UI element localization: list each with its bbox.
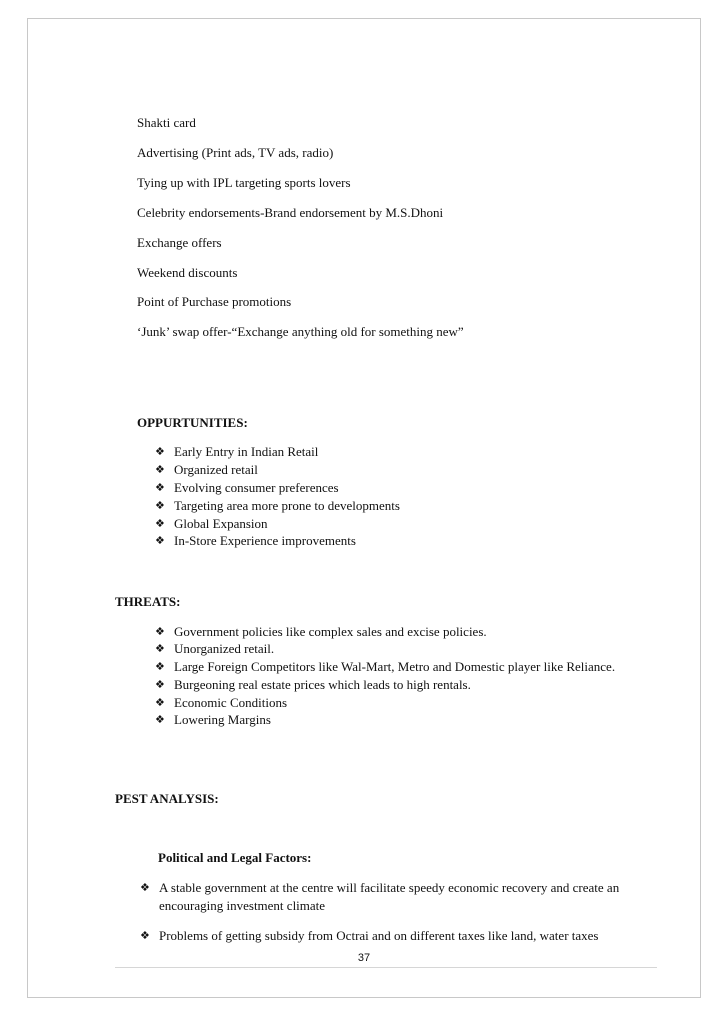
diamond-bullet-icon: ❖ bbox=[155, 499, 165, 512]
strategy-line: Celebrity endorsements-Brand endorsement by M.S.Dhoni bbox=[137, 205, 444, 220]
pest-text: Problems of getting subsidy from Octrai and on different taxes like land, water taxes bbox=[159, 928, 599, 943]
strategy-line: Weekend discounts bbox=[137, 265, 238, 280]
opportunity-text: Evolving consumer preferences bbox=[174, 480, 339, 495]
threat-text: Unorganized retail. bbox=[174, 641, 275, 656]
diamond-bullet-icon: ❖ bbox=[140, 929, 150, 942]
diamond-bullet-icon: ❖ bbox=[155, 625, 165, 638]
threat-text: Government policies like complex sales and excise policies. bbox=[174, 624, 487, 639]
threat-text: Burgeoning real estate prices which leads to high rentals. bbox=[174, 677, 471, 692]
opportunity-text: In-Store Experience improvements bbox=[174, 533, 356, 548]
diamond-bullet-icon: ❖ bbox=[155, 660, 165, 673]
opportunity-text: Early Entry in Indian Retail bbox=[174, 444, 319, 459]
page-number: 37 bbox=[357, 952, 371, 964]
footer-rule bbox=[115, 967, 657, 968]
diamond-bullet-icon: ❖ bbox=[155, 517, 165, 530]
diamond-bullet-icon: ❖ bbox=[155, 678, 165, 691]
threat-text: Lowering Margins bbox=[174, 712, 271, 727]
diamond-bullet-icon: ❖ bbox=[155, 463, 165, 476]
strategy-line: Tying up with IPL targeting sports lovers bbox=[137, 175, 351, 190]
strategy-line: Exchange offers bbox=[137, 235, 222, 250]
pest-text: A stable government at the centre will facilitate speedy economic recovery and create an bbox=[159, 880, 620, 895]
threat-text: Large Foreign Competitors like Wal-Mart, Metro and Domestic player like Reliance. bbox=[174, 659, 616, 674]
threat-text: Economic Conditions bbox=[174, 695, 288, 710]
strategy-line: Point of Purchase promotions bbox=[137, 294, 292, 309]
diamond-bullet-icon: ❖ bbox=[155, 713, 165, 726]
diamond-bullet-icon: ❖ bbox=[155, 534, 165, 547]
opportunity-text: Global Expansion bbox=[174, 516, 268, 531]
diamond-bullet-icon: ❖ bbox=[155, 696, 165, 709]
opportunity-text: Targeting area more prone to developments bbox=[174, 498, 400, 513]
diamond-bullet-icon: ❖ bbox=[155, 481, 165, 494]
pest-text-continuation: encouraging investment climate bbox=[159, 898, 326, 913]
strategy-line: Shakti card bbox=[137, 115, 196, 130]
opportunities-heading: OPPURTUNITIES: bbox=[137, 415, 248, 430]
diamond-bullet-icon: ❖ bbox=[155, 445, 165, 458]
opportunity-text: Organized retail bbox=[174, 462, 258, 477]
pest-heading: PEST ANALYSIS: bbox=[115, 791, 219, 806]
threats-heading: THREATS: bbox=[115, 594, 181, 609]
pest-subheading: Political and Legal Factors: bbox=[158, 850, 312, 865]
diamond-bullet-icon: ❖ bbox=[155, 642, 165, 655]
diamond-bullet-icon: ❖ bbox=[140, 881, 150, 894]
strategy-line: ‘Junk’ swap offer-“Exchange anything old for something new” bbox=[137, 324, 464, 339]
strategy-line: Advertising (Print ads, TV ads, radio) bbox=[137, 145, 334, 160]
